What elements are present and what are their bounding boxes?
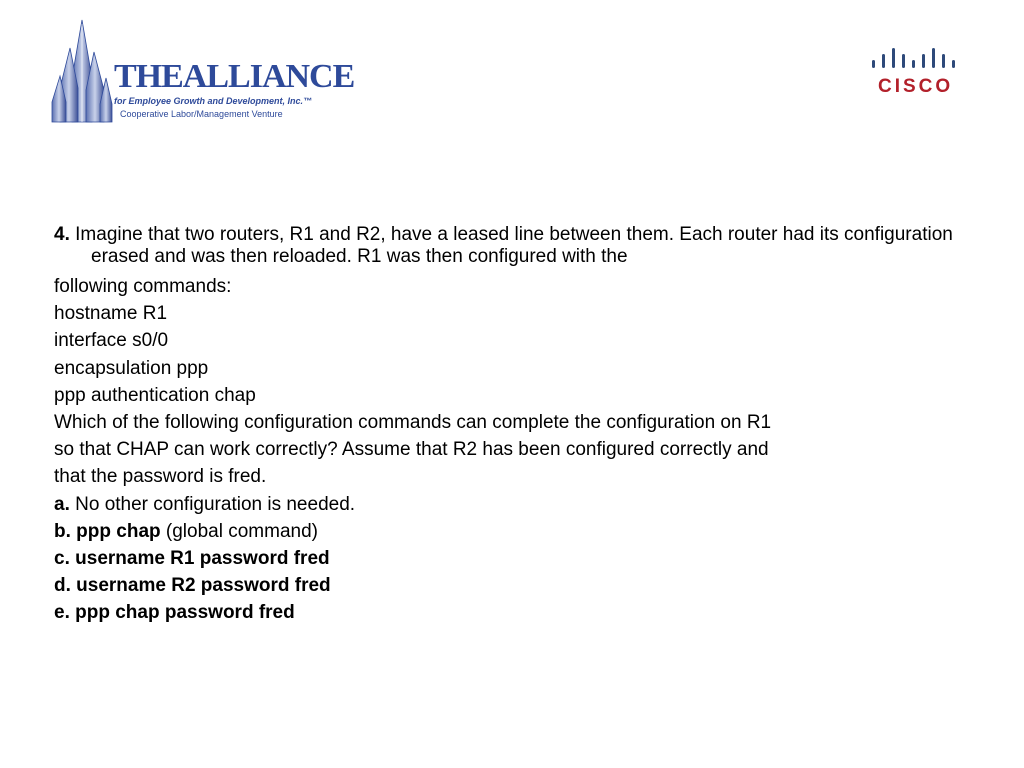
alliance-venture: Cooperative Labor/Management Venture [120, 109, 283, 119]
option-letter: c. [54, 548, 70, 570]
trademark-mark: ™ [303, 96, 313, 106]
question-block [54, 224, 974, 627]
option-letter: d. [54, 575, 71, 597]
answer-option-a [54, 491, 974, 518]
config-command-line: interface s0/0 [54, 330, 169, 352]
alliance-tagline: for Employee Growth and Development, Inc.™ [114, 96, 313, 106]
option-text: username R1 password fred [75, 548, 330, 570]
option-letter: e. [54, 602, 70, 624]
option-text: No other configuration is needed. [75, 493, 356, 515]
cisco-bars-icon [868, 44, 960, 74]
answer-option-b [54, 518, 974, 545]
question-number: 4. [54, 224, 70, 245]
answer-option-e [54, 599, 974, 626]
answer-option-c [54, 545, 974, 572]
question-line: Which of the following configuration commands can complete the configuration on R1 [54, 412, 772, 434]
question-intro-text: Imagine that two routers, R1 and R2, have a leased line between them. Each router had its configuration erased and was then reloaded. R1 was then configured with the [75, 224, 953, 267]
question-line: that the password is fred. [54, 466, 267, 488]
question-intro [54, 224, 974, 268]
option-letter: b. [54, 520, 71, 542]
question-line: following commands: [54, 276, 232, 297]
config-command-line: ppp authentication chap [54, 384, 256, 406]
option-text: ppp chap password fred [75, 602, 295, 624]
cisco-logo [868, 44, 960, 100]
config-command-line: encapsulation ppp [54, 357, 209, 379]
config-command-line: hostname R1 [54, 303, 168, 325]
option-text: username R2 password fred [76, 575, 331, 597]
option-text: ppp chap [76, 520, 161, 542]
alliance-logo [48, 18, 355, 128]
cisco-wordmark: CISCO [878, 76, 954, 97]
skyscraper-emblem-icon [48, 18, 118, 126]
question-line: so that CHAP can work correctly? Assume that R2 has been configured correctly and [54, 439, 769, 461]
alliance-title: THEALLIANCE [114, 58, 355, 95]
answer-option-d [54, 572, 974, 599]
option-letter: a. [54, 493, 70, 515]
option-suffix: (global command) [165, 520, 318, 542]
